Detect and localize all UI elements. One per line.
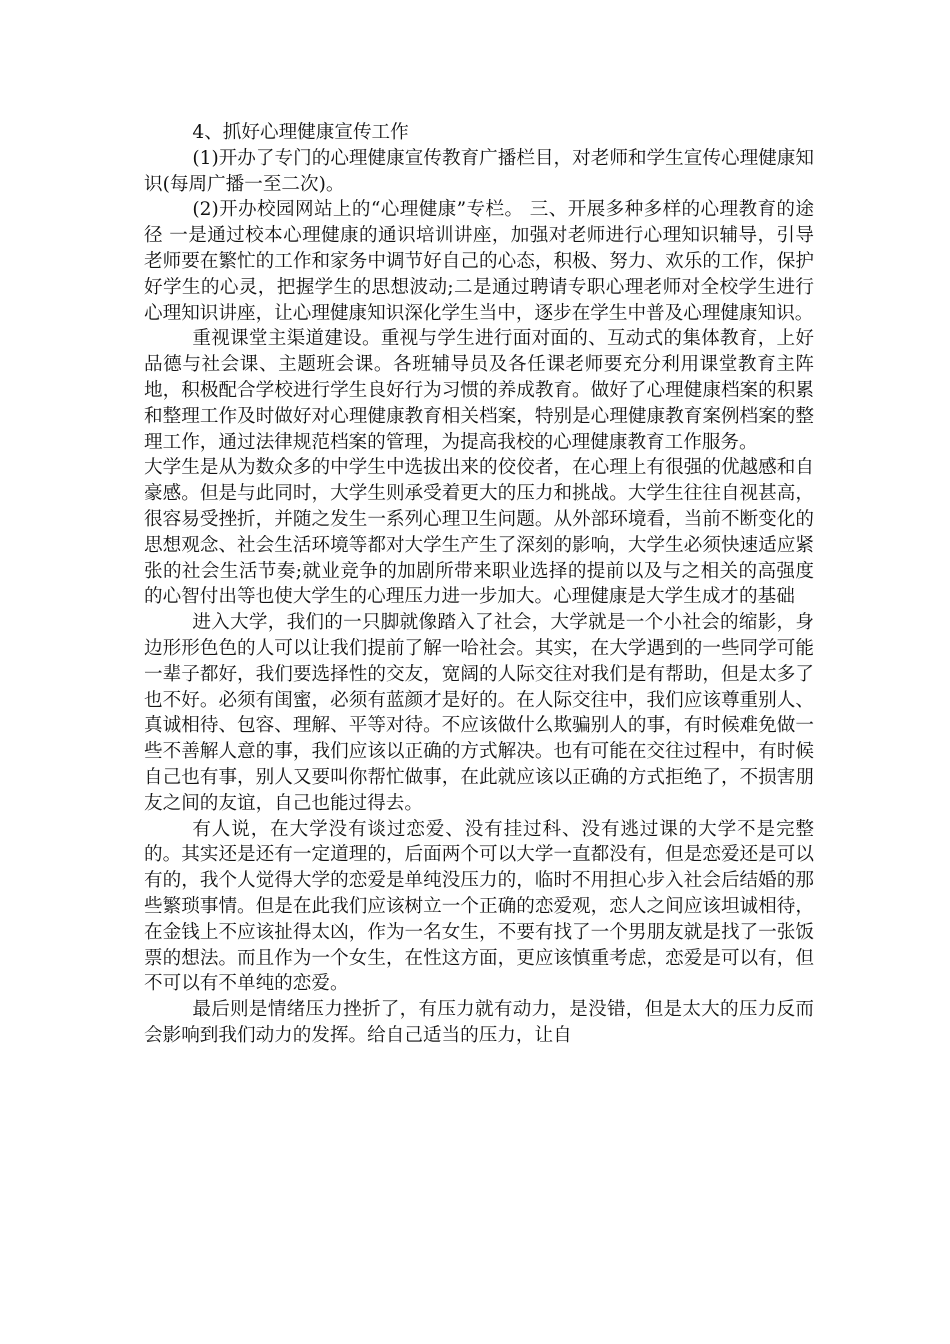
document-body [144,120,814,1049]
paragraph-social-life: 进入大学，我们的一只脚就像踏入了社会，大学就是一个小社会的缩影，身边形形色色的人可以让我们提前了解一哈社会。其实，在大学遇到的一些同学可能一辈子都好，我们要选择性的交友，宽阔的人际交往对我们是有帮助，但是太多了也不好。必须有闺蜜，必须有蓝颜才是好的。在人际交往中，我们应该尊重别人、真诚相待、包容、理解、平等对待。不应该做什么欺骗别人的事，有时候难免做一些不善解人意的事，我们应该以正确的方式解决。也有可能在交往过程中，有时候自己也有事，别人又要叫你帮忙做事，在此就应该以正确的方式拒绝了，不损害朋友之间的友谊，自己也能过得去。 [144,612,814,814]
paragraph-college-students: 大学生是从为数众多的中学生中选拔出来的佼佼者，在心理上有很强的优越感和自豪感。但是与此同时，大学生则承受着更大的压力和挑战。大学生往往自视甚高，很容易受挫折，并随之发生一系列心理卫生问题。从外部环境看，当前不断变化的思想观念、社会生活环境等都对大学生产生了深刻的影响，大学生必须快速适应紧张的社会生活节奏;就业竞争的加剧所带来职业选择的提前以及与之相关的高强度的心智付出等也使大学生的心理压力进一步加大。心理健康是大学生成才的基础 [144,457,814,608]
paragraph-pressure: 最后则是情绪压力挫折了，有压力就有动力，是没错，但是太大的压力反而会影响到我们动力的发挥。给自己适当的压力，让自 [144,999,814,1046]
paragraph-classroom: 重视课堂主渠道建设。重视与学生进行面对面的、互动式的集体教育，上好品德与社会课、主题班会课。各班辅导员及各任课老师要充分利用课堂教育主阵地，积极配合学校进行学生良好行为习惯的养成教育。做好了心理健康档案的积累和整理工作及时做好对心理健康教育相关档案，特别是心理健康教育案例档案的整理工作，通过法律规范档案的管理，为提高我校的心理健康教育工作服务。 [144,328,814,453]
paragraph-website-column: (2)开办校园网站上的“心理健康”专栏。 三、开展多种多样的心理教育的途径 一是通过校本心理健康的通识培训讲座，加强对老师进行心理知识辅导，引导老师要在繁忙的工作和家务中调节好自己的心态，积极、努力、欢乐的工作，保护好学生的心灵，把握学生的思想波动;二是通过聘请专职心理老师对全校学生进行心理知识讲座，让心理健康知识深化学生当中，逐步在学生中普及心理健康知识。 [144,199,814,324]
heading-publicity-work: 4、抓好心理健康宣传工作 [192,122,409,143]
paragraph-broadcast: (1)开办了专门的心理健康宣传教育广播栏目，对老师和学生宣传心理健康知识(每周广播一至二次)。 [144,147,814,195]
paragraph-romance: 有人说，在大学没有谈过恋爱、没有挂过科、没有逃过课的大学不是完整的。其实还是还有一定道理的，后面两个可以大学一直都没有，但是恋爱还是可以有的，我个人觉得大学的恋爱是单纯没压力的，临时不用担心步入社会后结婚的那些繁琐事情。但是在此我们应该树立一个正确的恋爱观，恋人之间应该坦诚相待，在金钱上不应该扯得太凶，作为一名女生，不要有找了一个男朋友就是找了一张饭票的想法。而且作为一个女生，在性这方面，更应该慎重考虑，恋爱是可以有，但不可以有不单纯的恋爱。 [144,818,814,995]
